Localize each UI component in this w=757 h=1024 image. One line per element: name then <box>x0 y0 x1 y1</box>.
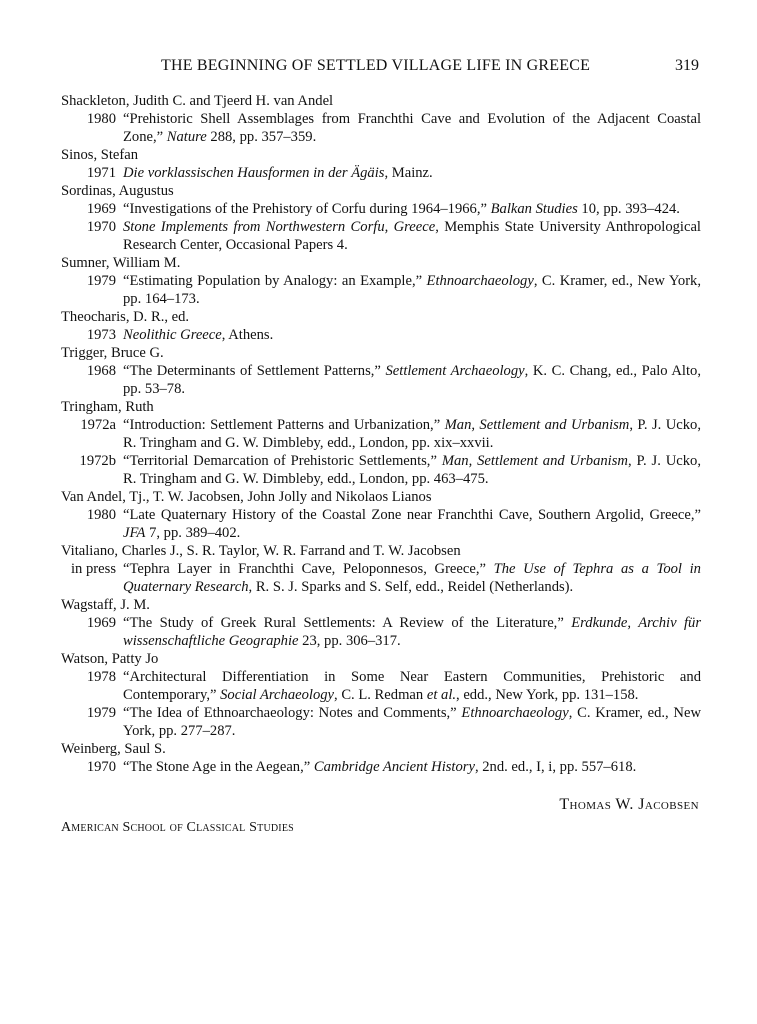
citation-text: , C. L. Redman <box>334 687 427 703</box>
citation-title-italic: Ethnoarchaeology <box>461 705 569 721</box>
bib-entry-year: 1970 <box>86 219 116 235</box>
bib-entry-citation <box>123 668 701 704</box>
bib-entry-year: 1973 <box>86 327 116 343</box>
bib-entry <box>61 272 701 308</box>
bib-entry-year: 1980 <box>86 507 116 523</box>
bib-entry <box>61 614 701 650</box>
citation-title-italic: Settlement Archaeology <box>385 363 525 379</box>
bib-author: Trigger, Bruce G. <box>61 345 164 361</box>
bib-entry-year: 1969 <box>86 201 116 217</box>
bib-entry-year: 1972a <box>80 417 116 433</box>
bib-entry-citation <box>123 704 701 740</box>
citation-text: , P. J. Ucko, R. Tringham and G. W. Dimbleby, edd., London, pp. xix–xxvii. <box>123 417 701 451</box>
citation-title-italic: Man, Settlement and Urbanism <box>444 417 630 433</box>
bib-author: Sumner, William M. <box>61 255 181 271</box>
citation-title-italic: Balkan Studies <box>490 201 578 217</box>
citation-title-italic: Nature <box>166 129 207 145</box>
citation-text: “Late Quaternary History of the Coastal Zone near Franchthi Cave, Southern Argolid, Greece,” <box>123 507 701 523</box>
bib-entry-citation <box>123 110 701 146</box>
citation-text: , R. S. J. Sparks and S. Self, edd., Reidel (Netherlands). <box>248 579 574 595</box>
bib-entry <box>61 560 701 596</box>
citation-text: , Mainz. <box>384 165 433 181</box>
page-number: 319 <box>675 57 699 74</box>
bib-entry-year: 1972b <box>79 453 116 469</box>
bib-entry-citation <box>123 560 701 596</box>
citation-title-italic: Erdkunde, Archiv für wissenschaftliche Geographie <box>123 615 701 649</box>
bib-entry-citation <box>123 326 701 344</box>
running-title: THE BEGINNING OF SETTLED VILLAGE LIFE IN GREECE <box>161 57 591 74</box>
citation-title-italic: Cambridge Ancient History <box>313 759 475 775</box>
bib-entry <box>61 452 701 488</box>
citation-text: , K. C. Chang, ed., Palo Alto, pp. 53–78. <box>123 363 701 397</box>
bib-entry-citation <box>123 506 701 542</box>
citation-text: 7, pp. 389–402. <box>145 525 241 541</box>
citation-text: “The Determinants of Settlement Patterns,” <box>123 363 386 379</box>
citation-text: 10, pp. 393–424. <box>577 201 680 217</box>
bib-author: Sordinas, Augustus <box>61 183 174 199</box>
bib-author: Tringham, Ruth <box>61 399 154 415</box>
bibliography-list <box>0 92 757 776</box>
bib-entry-year: 1971 <box>86 165 116 181</box>
citation-title-italic: Die vorklassischen Hausformen in der Ägäis <box>123 165 385 181</box>
bib-author: Vitaliano, Charles J., S. R. Taylor, W. R. Farrand and T. W. Jacobsen <box>61 543 461 559</box>
bib-entry <box>61 704 701 740</box>
bib-entry-year: 1970 <box>86 759 116 775</box>
bib-author: Sinos, Stefan <box>61 147 139 163</box>
bib-entry-year: 1969 <box>86 615 116 631</box>
citation-title-italic: et al. <box>426 687 457 703</box>
running-header <box>0 57 757 77</box>
citation-text: “Introduction: Settlement Patterns and Urbanization,” <box>123 417 445 433</box>
citation-text: , P. J. Ucko, R. Tringham and G. W. Dimbleby, edd., London, pp. 463–475. <box>123 453 701 487</box>
citation-text: , 2nd. ed., I, i, pp. 557–618. <box>474 759 637 775</box>
bib-entry-citation <box>123 164 701 182</box>
citation-text: “Estimating Population by Analogy: an Example,” <box>123 273 427 289</box>
bib-author: Watson, Patty Jo <box>61 651 159 667</box>
citation-text: , edd., New York, pp. 131–158. <box>456 687 639 703</box>
bib-author: Van Andel, Tj., T. W. Jacobsen, John Jolly and Nikolaos Lianos <box>61 489 432 505</box>
citation-text: “The Idea of Ethnoarchaeology: Notes and Comments,” <box>123 705 462 721</box>
bib-entry <box>61 758 701 776</box>
citation-text: 23, pp. 306–317. <box>298 633 401 649</box>
bib-entry <box>61 362 701 398</box>
bib-entry-citation <box>123 362 701 398</box>
citation-text: “Tephra Layer in Franchthi Cave, Peloponnesos, Greece,” <box>123 561 494 577</box>
bib-entry <box>61 200 701 218</box>
bib-entry-citation <box>123 200 701 218</box>
citation-text: “Territorial Demarcation of Prehistoric Settlements,” <box>123 453 442 469</box>
bib-entry-citation <box>123 614 701 650</box>
bib-entry-year: in press <box>71 561 116 577</box>
bib-entry-citation <box>123 758 701 776</box>
citation-text: “Prehistoric Shell Assemblages from Franchthi Cave and Evolution of the Adjacent Coastal Zone,” <box>123 111 701 145</box>
bib-entry <box>61 110 701 146</box>
citation-title-italic: Ethnoarchaeology <box>426 273 534 289</box>
citation-text: , Athens. <box>221 327 274 343</box>
author-affiliation: American School of Classical Studies <box>61 820 294 835</box>
bib-entry-citation <box>123 416 701 452</box>
bib-entry-citation <box>123 452 701 488</box>
citation-text: 288, pp. 357–359. <box>206 129 317 145</box>
citation-text: “Investigations of the Prehistory of Corfu during 1964–1966,” <box>123 201 491 217</box>
citation-title-italic: JFA <box>123 525 146 541</box>
bib-entry <box>61 506 701 542</box>
bib-entry-year: 1979 <box>86 273 116 289</box>
citation-title-italic: The Use of Tephra as a Tool in Quaternary Research <box>123 561 701 595</box>
bib-entry-year: 1978 <box>86 669 116 685</box>
citation-text: , Memphis State University Anthropological Research Center, Occasional Papers 4. <box>123 219 701 253</box>
citation-text: , C. Kramer, ed., New York, pp. 164–173. <box>123 273 701 307</box>
citation-title-italic: Man, Settlement and Urbanism <box>441 453 628 469</box>
bib-author: Wagstaff, J. M. <box>61 597 150 613</box>
citation-text: “The Stone Age in the Aegean,” <box>123 759 314 775</box>
citation-text: “Architectural Differentiation in Some Near Eastern Communities, Prehistoric and Contemporary,” <box>123 669 701 703</box>
bib-author: Theocharis, D. R., ed. <box>61 309 190 325</box>
bib-entry-year: 1979 <box>86 705 116 721</box>
bib-entry-citation <box>123 272 701 308</box>
citation-text: “The Study of Greek Rural Settlements: A Review of the Literature,” <box>123 615 572 631</box>
citation-title-italic: Stone Implements from Northwestern Corfu, Greece <box>123 219 436 235</box>
citation-title-italic: Social Archaeology <box>220 687 335 703</box>
bib-author: Weinberg, Saul S. <box>61 741 166 757</box>
bib-entry-year: 1968 <box>86 363 116 379</box>
bib-entry <box>61 218 701 254</box>
citation-text: , C. Kramer, ed., New York, pp. 277–287. <box>123 705 701 739</box>
citation-title-italic: Neolithic Greece <box>123 327 222 343</box>
bib-entry <box>61 326 701 344</box>
bib-entry <box>61 164 701 182</box>
bib-entry-year: 1980 <box>86 111 116 127</box>
bib-entry-citation <box>123 218 701 254</box>
bib-entry <box>61 668 701 704</box>
author-signature: Thomas W. Jacobsen <box>559 796 699 813</box>
bib-entry <box>61 416 701 452</box>
bib-author: Shackleton, Judith C. and Tjeerd H. van Andel <box>61 93 334 109</box>
